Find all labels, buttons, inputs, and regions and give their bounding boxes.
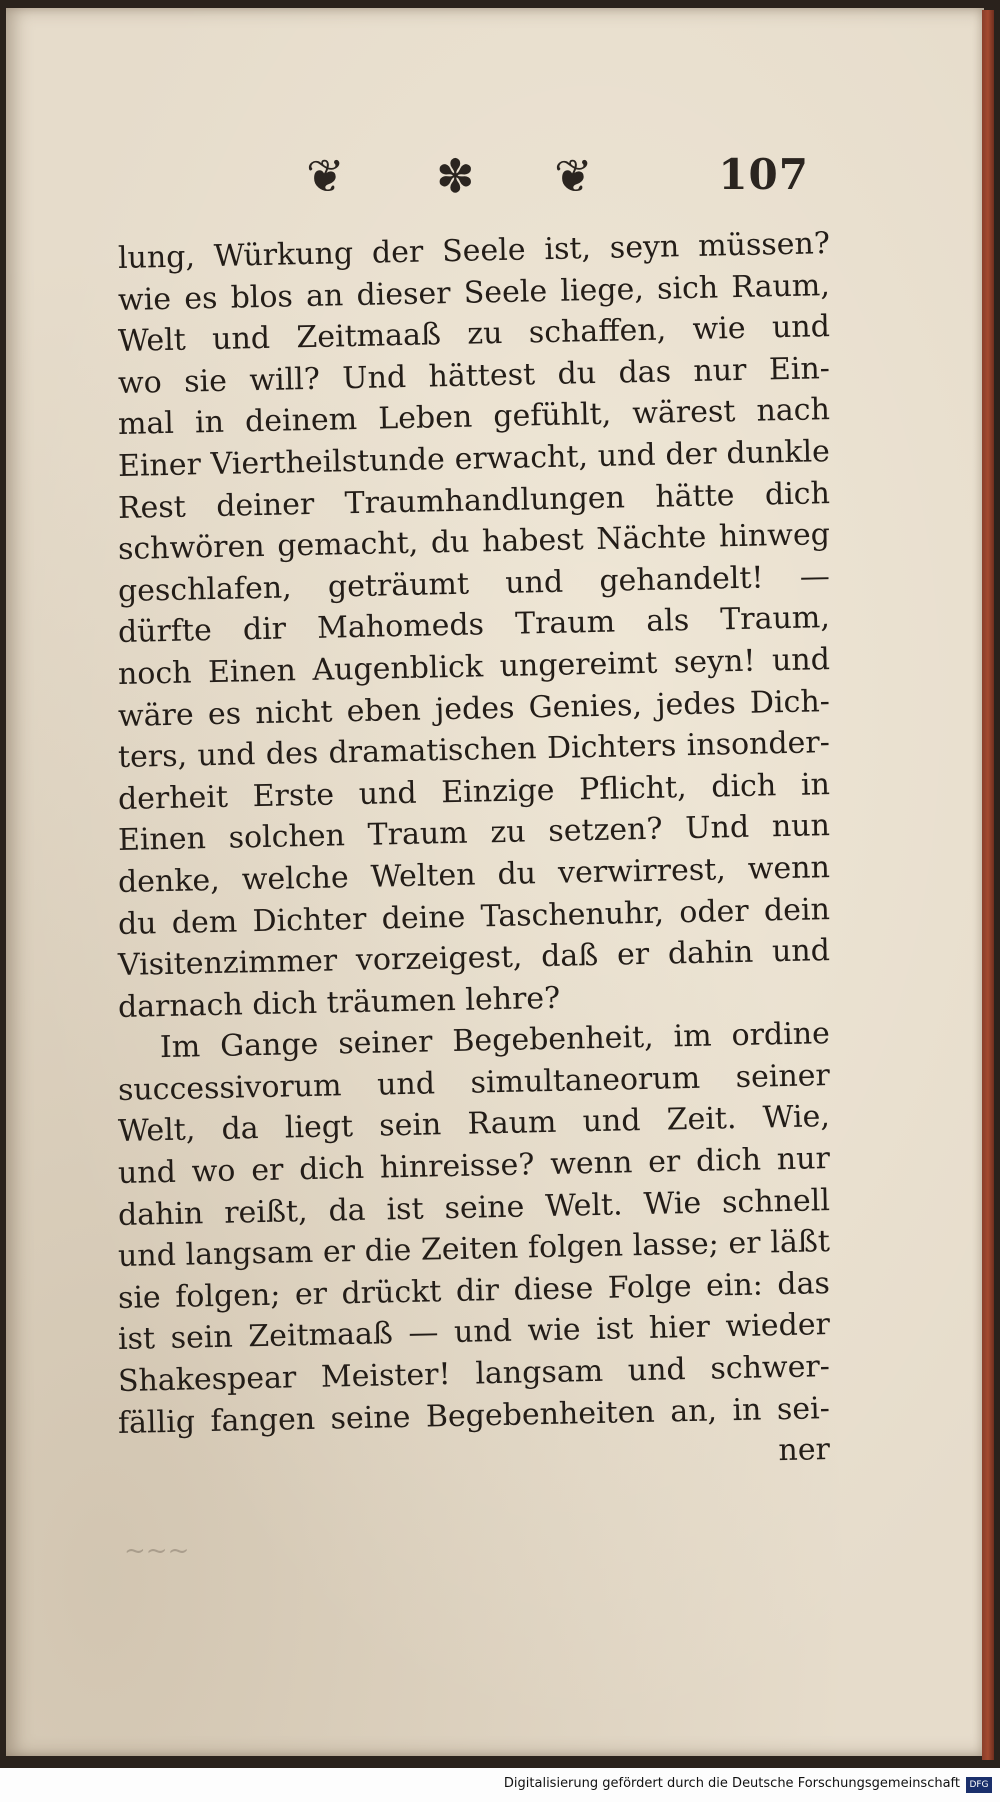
text-line: Shakespear Meister! langsam und schwer-	[117, 1349, 831, 1400]
text-line: sie folgen; er drückt dir diese Folge ein: das	[117, 1265, 831, 1316]
text-line: Einer Viertheilstunde erwacht, und der dunkle	[117, 434, 831, 484]
text-line: und wo er dich hinreisse? wenn er dich nur	[117, 1141, 831, 1192]
text-line: dahin reißt, da ist seine Welt. Wie schnell	[117, 1182, 831, 1233]
body-text	[117, 226, 831, 1486]
footer-bar	[0, 1768, 1000, 1802]
text-line: dürfte dir Mahomeds Traum als Traum,	[117, 600, 831, 651]
text-line: Im Gange seiner Begebenheit, im ordine	[159, 1016, 831, 1066]
dfg-logo-icon: DFG	[966, 1777, 992, 1793]
text-line: derheit Erste und Einzige Pflicht, dich in	[117, 766, 831, 817]
page-edge	[982, 10, 994, 1760]
text-line: Einen solchen Traum zu setzen? Und nun	[117, 808, 831, 859]
text-line: Welt, da liegt sein Raum und Zeit. Wie,	[117, 1099, 831, 1150]
footer-credit: Digitalisierung gefördert durch die Deutsche Forschungsgemeinschaft	[503, 1776, 960, 1791]
text-line: geschlafen, geträumt und gehandelt! —	[117, 558, 831, 609]
ornament-middle-icon: ✽	[436, 149, 475, 203]
text-line: Visitenzimmer vorzeigest, daß er dahin und	[117, 933, 831, 984]
ornament-left-icon: ❦	[306, 149, 345, 203]
text-line: darnach dich träumen lehre?	[117, 980, 561, 1025]
text-line: wäre es nicht eben jedes Genies, jedes Dich-	[117, 683, 831, 734]
page-number: 107	[718, 150, 809, 199]
ornament-right-icon: ❦	[554, 149, 593, 203]
ink-bleed-smudge: ~~~	[124, 1536, 190, 1566]
text-line: ters, und des dramatischen Dichters insonder-	[117, 725, 831, 776]
text-line: schwören gemacht, du habest Nächte hinweg	[117, 517, 831, 568]
book-page	[6, 8, 984, 1756]
page-header	[6, 146, 984, 216]
text-line: wo sie will? Und hättest du das nur Ein-	[117, 350, 831, 401]
text-line: successivorum und simultaneorum seiner	[117, 1057, 831, 1108]
catchword: ner	[778, 1432, 831, 1469]
text-line: wie es blos an dieser Seele liege, sich Raum,	[117, 267, 831, 318]
text-line: Rest deiner Traumhandlungen hätte dich	[117, 475, 831, 526]
text-line: und langsam er die Zeiten folgen lasse; er läßt	[117, 1224, 831, 1275]
text-line: ist sein Zeitmaaß — und wie ist hier wieder	[117, 1307, 831, 1358]
text-line: fällig fangen seine Begebenheiten an, in sei-	[117, 1390, 831, 1441]
text-line: denke, welche Welten du verwirrest, wenn	[117, 849, 831, 900]
text-line: Welt und Zeitmaaß zu schaffen, wie und	[117, 309, 831, 360]
text-line: noch Einen Augenblick ungereimt seyn! und	[117, 642, 831, 692]
text-line: du dem Dichter deine Taschenuhr, oder dein	[117, 891, 831, 942]
text-line: lung, Würkung der Seele ist, seyn müssen?	[117, 226, 831, 276]
text-line: mal in deinem Leben gefühlt, wärest nach	[117, 392, 831, 443]
